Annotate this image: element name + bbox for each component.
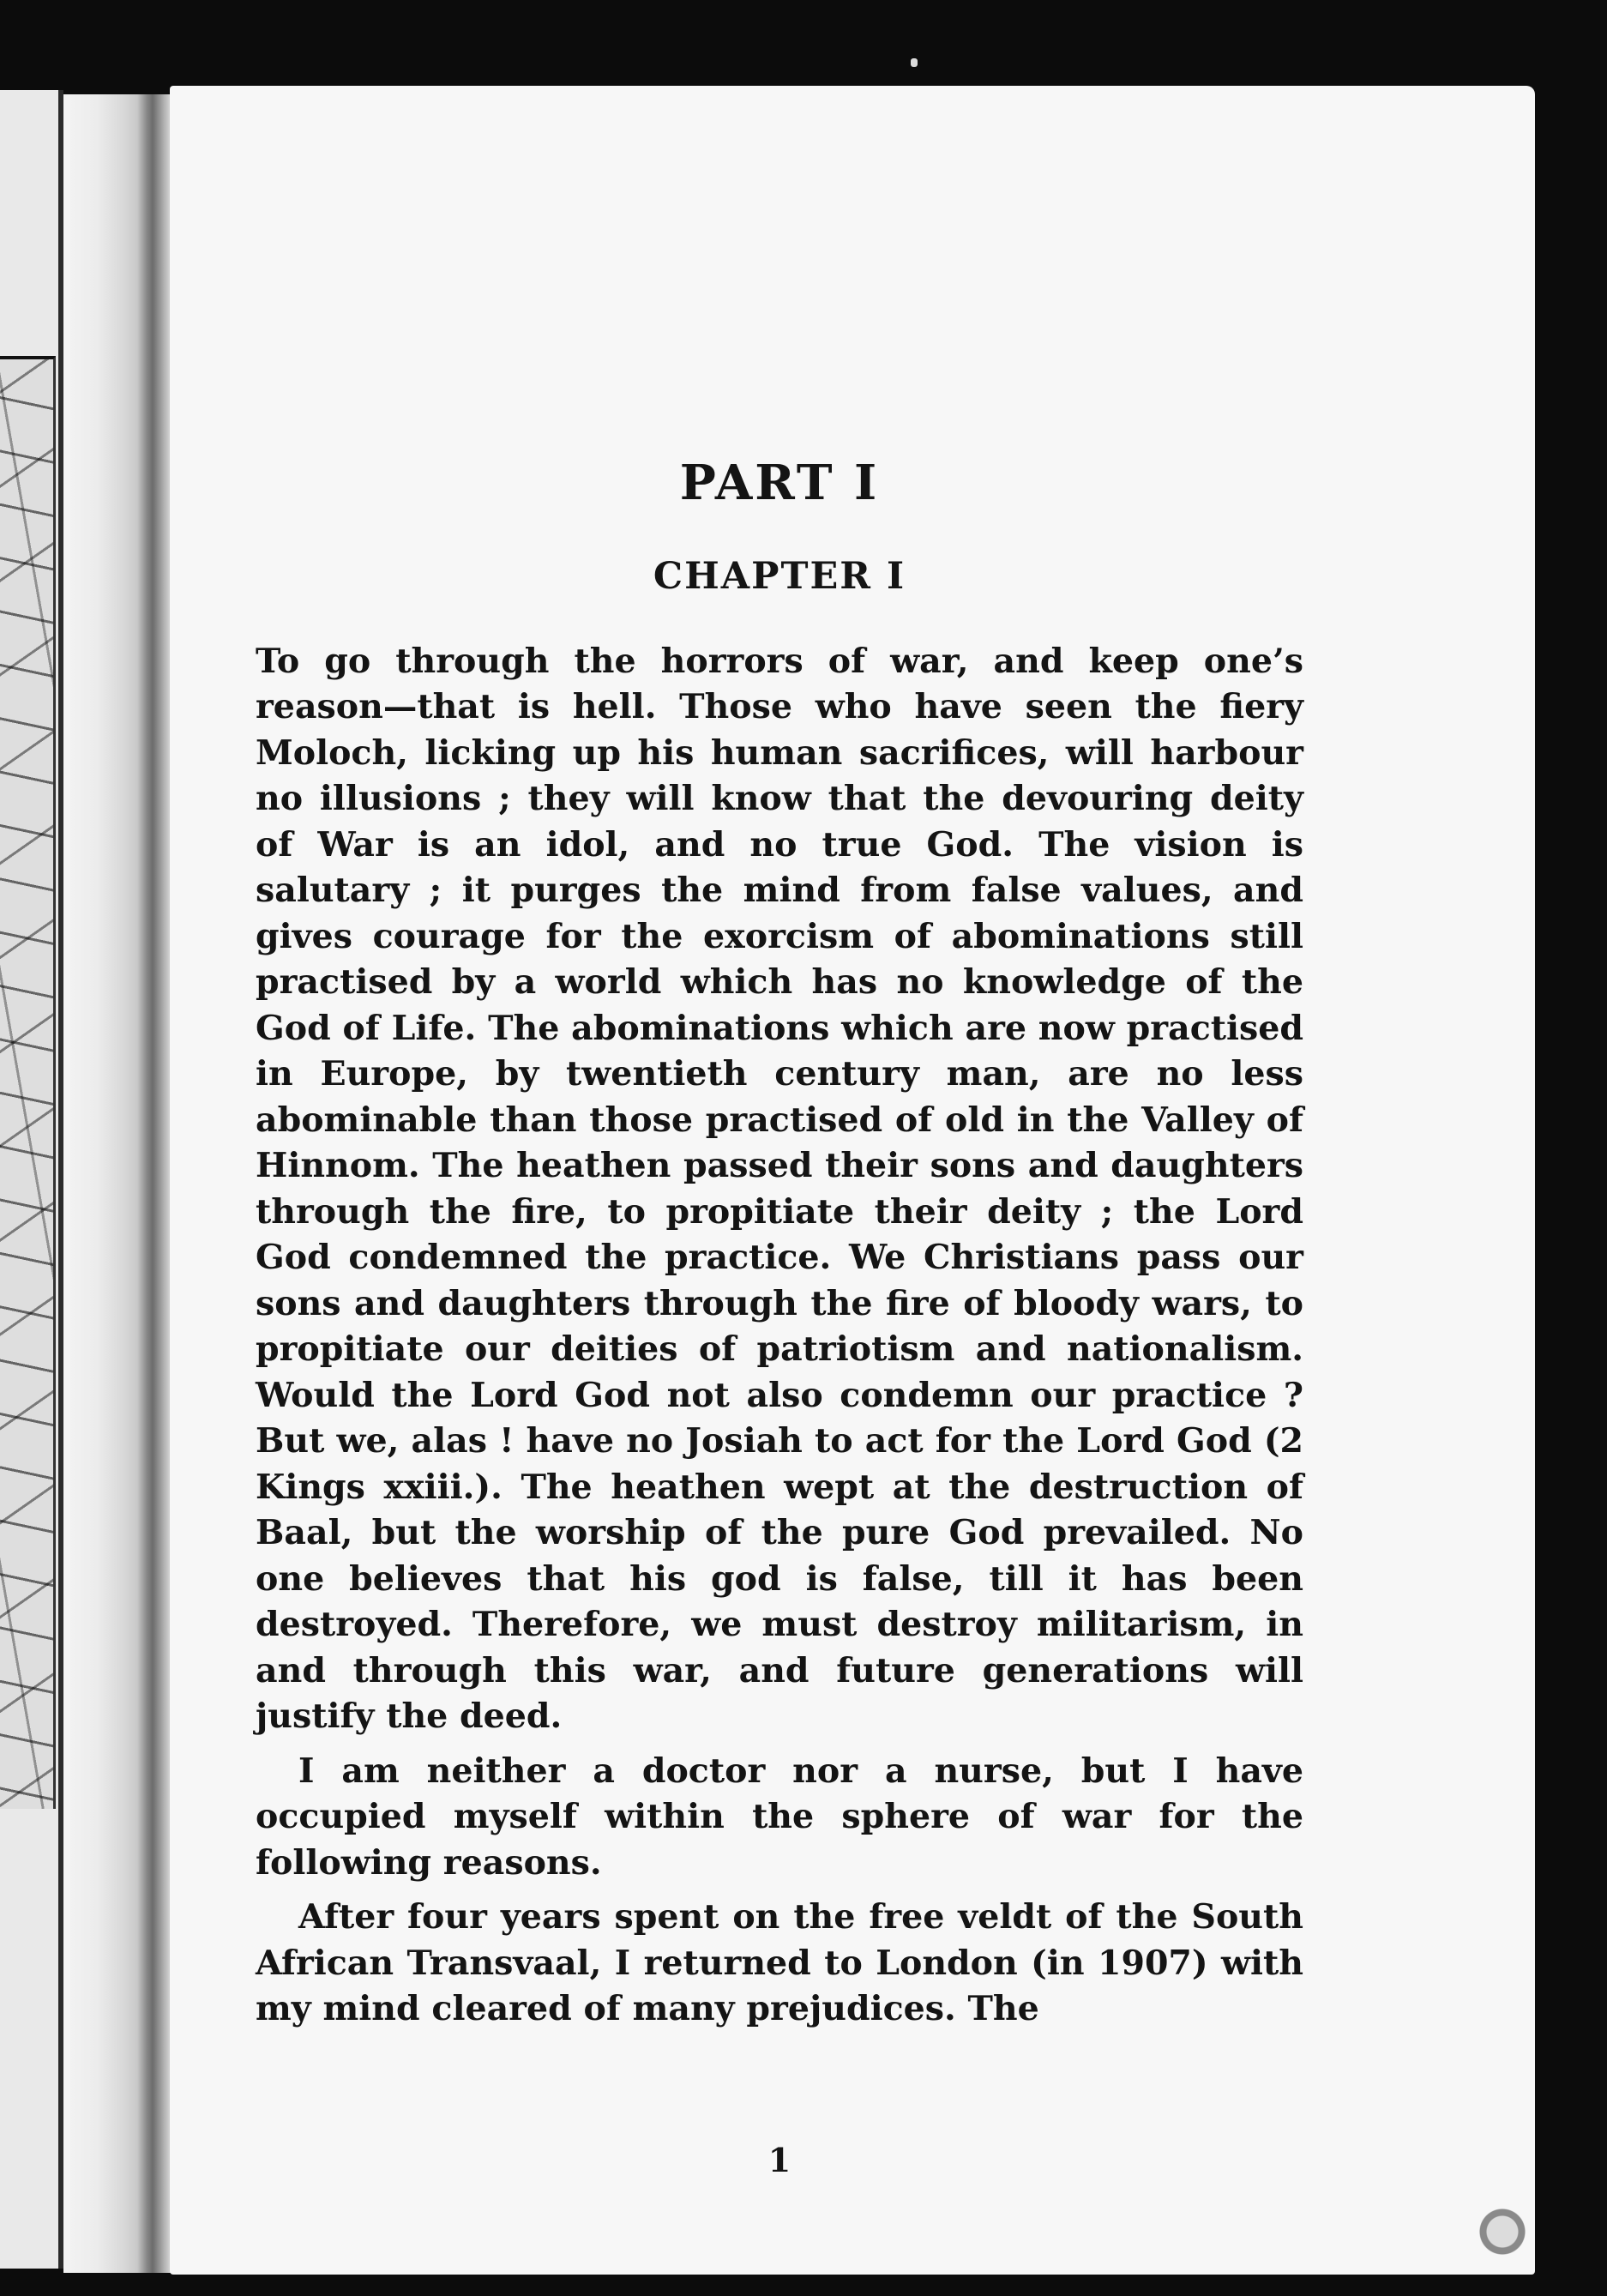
paragraph-1: To go through the horrors of war, and keep one’s reason—that is hell. Those who have seen the fiery Moloch, licking up his human sacrifices, will harbour no illusions ; they will know that the devouring deity of War is an idol, and no true God. The vision is salutary ; it purges the mind from false values, and gives courage for the exorcism of abominations still practised by a world which has no knowledge of the God of Life. The abominations which are now practised in Europe, by twentieth century man, are no less abominable than those practised of old in the Valley of Hinnom. The heathen passed their sons and daughters through the fire, to propitiate their deity ; the Lord God condemned the practice. We Christians pass our sons and daughters through the fire of bloody wars, to propitiate our deities of patriotism and nationalism. Would the Lord God not also condemn our practice ? But we, alas ! have no Josiah to act for the Lord God (2 Kings xxiii.). The heathen wept at the destruction of Baal, but the worship of the pure God prevailed. No one believes that his god is false, till it has been destroyed. Therefore, we must destroy militarism, in and through this war, and future generations will justify the deed.	[256, 641, 1303, 1737]
page-number: 1	[767, 2141, 791, 2179]
adjacent-page-fragment	[0, 90, 63, 2269]
page-text-block	[256, 455, 1303, 2179]
paragraph-3: After four years spent on the free veldt of the South African Transvaal, I returned to London (in 1907) with my mind cleared of many prejudices. The	[256, 1897, 1303, 2029]
paragraph-2: I am neither a doctor nor a nurse, but I have occupied myself within the sphere of war for the following reasons.	[256, 1751, 1303, 1883]
map-fragment-image	[0, 356, 56, 1809]
book-page	[170, 86, 1535, 2275]
chapter-heading: CHAPTER I	[653, 555, 906, 599]
gutter-shadow	[137, 94, 172, 2273]
dust-speck	[911, 58, 918, 67]
part-heading: PART I	[679, 455, 880, 511]
page-corner-smudge	[1466, 2206, 1526, 2257]
